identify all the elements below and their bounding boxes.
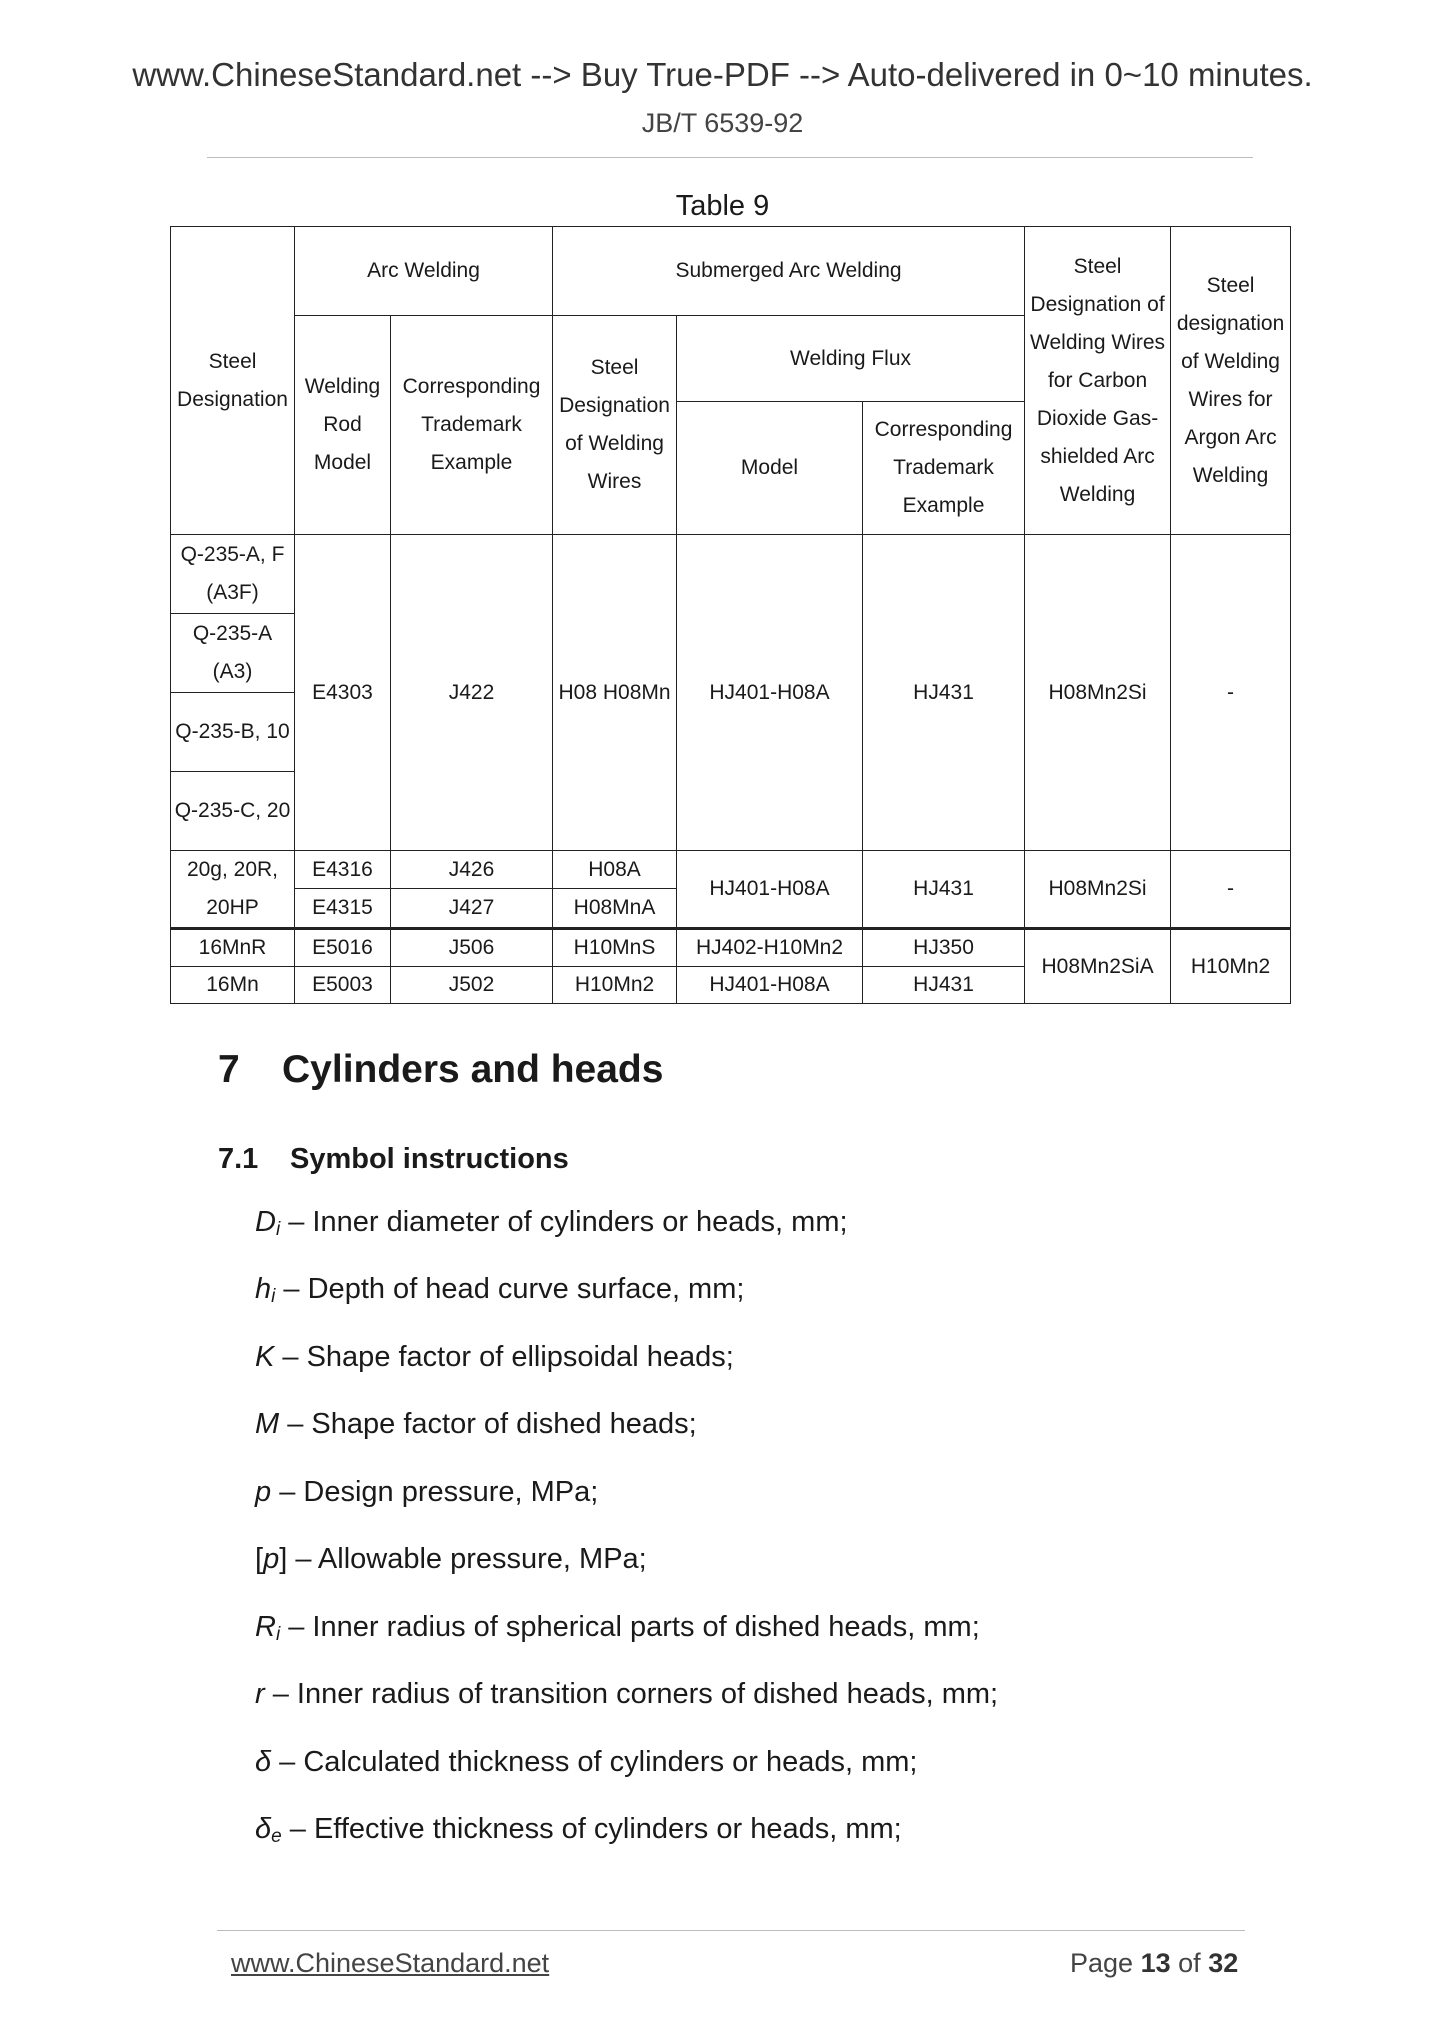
section-number: 7.1 — [218, 1143, 259, 1175]
header-flux-trademark: Corresponding Trademark Example — [863, 402, 1025, 535]
flux-trademark-cell: HJ431 — [863, 535, 1025, 851]
argon-wire-cell: H10Mn2 — [1171, 929, 1291, 1004]
steel-cell: Q-235-B, 10 — [171, 693, 295, 772]
header-submerged-arc-welding: Submerged Arc Welding — [553, 227, 1025, 316]
page-indicator: Page 13 of 32 — [1070, 1948, 1239, 1978]
header-arc-welding: Arc Welding — [295, 227, 553, 316]
rod-model-cell: E5016 — [295, 929, 391, 967]
wires-cell: H08MnA — [553, 889, 677, 929]
argon-wire-cell: - — [1171, 851, 1291, 929]
flux-trademark-cell: HJ350 — [863, 929, 1025, 967]
flux-model-cell: HJ401-H08A — [677, 535, 863, 851]
trademark-cell: J426 — [391, 851, 553, 889]
header-welding-flux: Welding Flux — [677, 316, 1025, 402]
trademark-cell: J506 — [391, 929, 553, 967]
wires-cell: H10MnS — [553, 929, 677, 967]
symbol-item: M – Shape factor of dished heads; — [255, 1408, 697, 1440]
header-argon-wires: Steel designation of Welding Wires for Argon Arc Welding — [1171, 227, 1291, 535]
header-divider — [207, 157, 1253, 158]
header-co2-wires: Steel Designation of Welding Wires for Carbon Dioxide Gas-shielded Arc Welding — [1025, 227, 1171, 535]
trademark-cell: J502 — [391, 967, 553, 1004]
table-caption: Table 9 — [675, 190, 770, 222]
symbol-item: r – Inner radius of transition corners of dished heads, mm; — [255, 1678, 999, 1710]
symbol-item: δ – Calculated thickness of cylinders or heads, mm; — [255, 1746, 918, 1778]
steel-cell: Q-235-A, F (A3F) — [171, 535, 295, 614]
standard-code: JB/T 6539-92 — [641, 108, 804, 138]
trademark-cell: J427 — [391, 889, 553, 929]
table-9 — [170, 226, 1291, 1004]
co2-wire-cell: H08Mn2Si — [1025, 535, 1171, 851]
steel-cell: 20g, 20R, 20HP — [171, 851, 295, 929]
symbol-item: $D_i$ – Inner diameter of cylinders or heads, mm; — [255, 1206, 848, 1240]
flux-trademark-cell: HJ431 — [863, 851, 1025, 929]
footer-divider — [217, 1930, 1245, 1931]
flux-model-cell: HJ401-H08A — [677, 967, 863, 1004]
header-flux-model: Model — [677, 402, 863, 535]
header-banner: www.ChineseStandard.net --> Buy True-PDF --> Auto-delivered in 0~10 minutes. — [132, 56, 1313, 93]
header-corresponding-trademark: Corresponding Trademark Example — [391, 316, 553, 535]
flux-trademark-cell: HJ431 — [863, 967, 1025, 1004]
footer-site-link[interactable]: www.ChineseStandard.net — [231, 1948, 550, 1978]
flux-model-cell: HJ402-H10Mn2 — [677, 929, 863, 967]
argon-wire-cell: - — [1171, 535, 1291, 851]
steel-cell: Q-235-C, 20 — [171, 772, 295, 851]
flux-model-cell: HJ401-H08A — [677, 851, 863, 929]
header-steel-designation: Steel Designation — [171, 227, 295, 535]
co2-wire-cell: H08Mn2Si — [1025, 851, 1171, 929]
symbol-item: $h_i$ – Depth of head curve surface, mm; — [255, 1273, 745, 1307]
steel-cell: 16Mn — [171, 967, 295, 1004]
wires-cell: H08A — [553, 851, 677, 889]
header-welding-wires: Steel Designation of Welding Wires — [553, 316, 677, 535]
symbol-item: K – Shape factor of ellipsoidal heads; — [255, 1341, 734, 1373]
symbol-item: $\delta_e$ – Effective thickness of cylinders or heads, mm; — [255, 1813, 902, 1847]
section-title: Symbol instructions — [290, 1143, 569, 1175]
section-number: 7 — [218, 1048, 240, 1091]
section-title: Cylinders and heads — [282, 1048, 664, 1091]
symbol-item: [p] – Allowable pressure, MPa; — [255, 1543, 647, 1575]
wires-cell: H10Mn2 — [553, 967, 677, 1004]
steel-cell: 16MnR — [171, 929, 295, 967]
wires-cell: H08 H08Mn — [553, 535, 677, 851]
trademark-cell: J422 — [391, 535, 553, 851]
header-welding-rod-model: Welding Rod Model — [295, 316, 391, 535]
rod-model-cell: E4303 — [295, 535, 391, 851]
symbol-item: $R_i$ – Inner radius of spherical parts of dished heads, mm; — [255, 1611, 980, 1645]
rod-model-cell: E4315 — [295, 889, 391, 929]
section-7-heading — [218, 1048, 663, 1092]
table-9-container — [170, 226, 1291, 1004]
rod-model-cell: E4316 — [295, 851, 391, 889]
symbol-item: p – Design pressure, MPa; — [255, 1476, 599, 1508]
section-7-1-heading — [218, 1143, 569, 1176]
co2-wire-cell: H08Mn2SiA — [1025, 929, 1171, 1004]
rod-model-cell: E5003 — [295, 967, 391, 1004]
steel-cell: Q-235-A (A3) — [171, 614, 295, 693]
